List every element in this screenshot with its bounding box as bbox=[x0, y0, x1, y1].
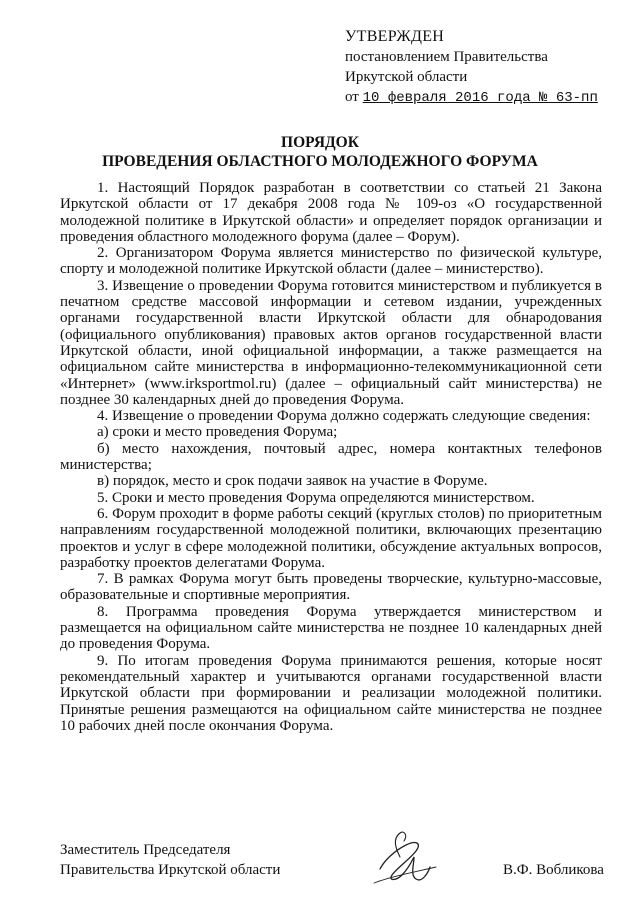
approval-date-prefix: от bbox=[345, 89, 359, 105]
paragraph-8: 8. Программа проведения Форума утверждается министерством и размещается на официальном сайте министерства не позднее 10 календарных дней до проведения Форума. bbox=[60, 603, 602, 653]
paragraph-4: 4. Извещение о проведении Форума должно содержать следующие сведения: bbox=[97, 408, 591, 425]
approval-line-1: постановлением Правительства bbox=[345, 49, 548, 65]
document-title: ПОРЯДОК bbox=[281, 134, 359, 151]
paragraph-9: 9. По итогам проведения Форума принимаются решения, которые носят рекомендательный характер и учитываются органами государственной власти Иркутской области при формировании и реализации молодежной политики. Принятые решения размещаются на официальном сайте министерства не позднее 10 рабочих дней после окончания Форума. bbox=[60, 652, 602, 734]
paragraph-6: 6. Форум проходит в форме работы секций (круглых столов) по приоритетным направлениям государственной молодежной политики, включающих презентацию проектов и услуг в сфере молодежной политики, обсуждение актуальных вопросов, разработку проектов делегатами Форума. bbox=[60, 505, 602, 571]
approval-date-line bbox=[345, 87, 625, 108]
paragraph-2: 2. Организатором Форума является министерство по физической культуре, спорту и молодежной политике Иркутской области (далее – министерство). bbox=[60, 245, 602, 278]
handwritten-signature bbox=[370, 827, 440, 889]
approval-date-value: 10 февраля 2016 года № 63-пп bbox=[362, 90, 598, 106]
approval-line-2: Иркутской области bbox=[345, 69, 468, 85]
paragraph-5: 5. Сроки и место проведения Форума определяются министерством. bbox=[97, 489, 535, 506]
approval-block bbox=[345, 27, 625, 108]
paragraph-7: 7. В рамках Форума могут быть проведены творческие, культурно-массовые, образовательные и спортивные мероприятия. bbox=[60, 571, 602, 604]
signatory-position-line-1: Заместитель Председателя bbox=[60, 842, 231, 858]
paragraph-4a: а) сроки и место проведения Форума; bbox=[97, 424, 338, 441]
signatory-name: В.Ф. Вобликова bbox=[503, 862, 604, 878]
document-subtitle: ПРОВЕДЕНИЯ ОБЛАСТНОГО МОЛОДЕЖНОГО ФОРУМА bbox=[102, 153, 538, 170]
paragraph-4c: в) порядок, место и срок подачи заявок на участие в Форуме. bbox=[97, 473, 488, 490]
paragraph-3: 3. Извещение о проведении Форума готовится министерством и публикуется в печатном средстве массовой информации и сетевом издании, учрежденных органами государственной власти Иркутской области для обнародования (официального опубликования) правовых актов органов государственной власти Иркутской области, иной официальной информации, а также размещается на официальном сайте министерства в информационно-телекоммуникационной сети «Интернет» (www.irksportmol.ru) (далее – официальный сайт министерства) не позднее 30 календарных дней до проведения Форума. bbox=[60, 277, 602, 408]
signatory-position-line-2: Правительства Иркутской области bbox=[60, 862, 281, 878]
paragraph-4b: б) место нахождения, почтовый адрес, номера контактных телефонов министерства; bbox=[60, 440, 602, 474]
signatory-position bbox=[60, 840, 280, 880]
approval-title: УТВЕРЖДЕН bbox=[345, 28, 445, 45]
document-body bbox=[60, 180, 602, 734]
paragraph-1: 1. Настоящий Порядок разработан в соответствии со статьей 21 Закона Иркутской области от 17 декабря 2008 года № 109-оз «О государственной молодежной политике в Иркутской области» и определяет порядок организации и проведения областного молодежного форума (далее – Форум). bbox=[60, 180, 602, 245]
